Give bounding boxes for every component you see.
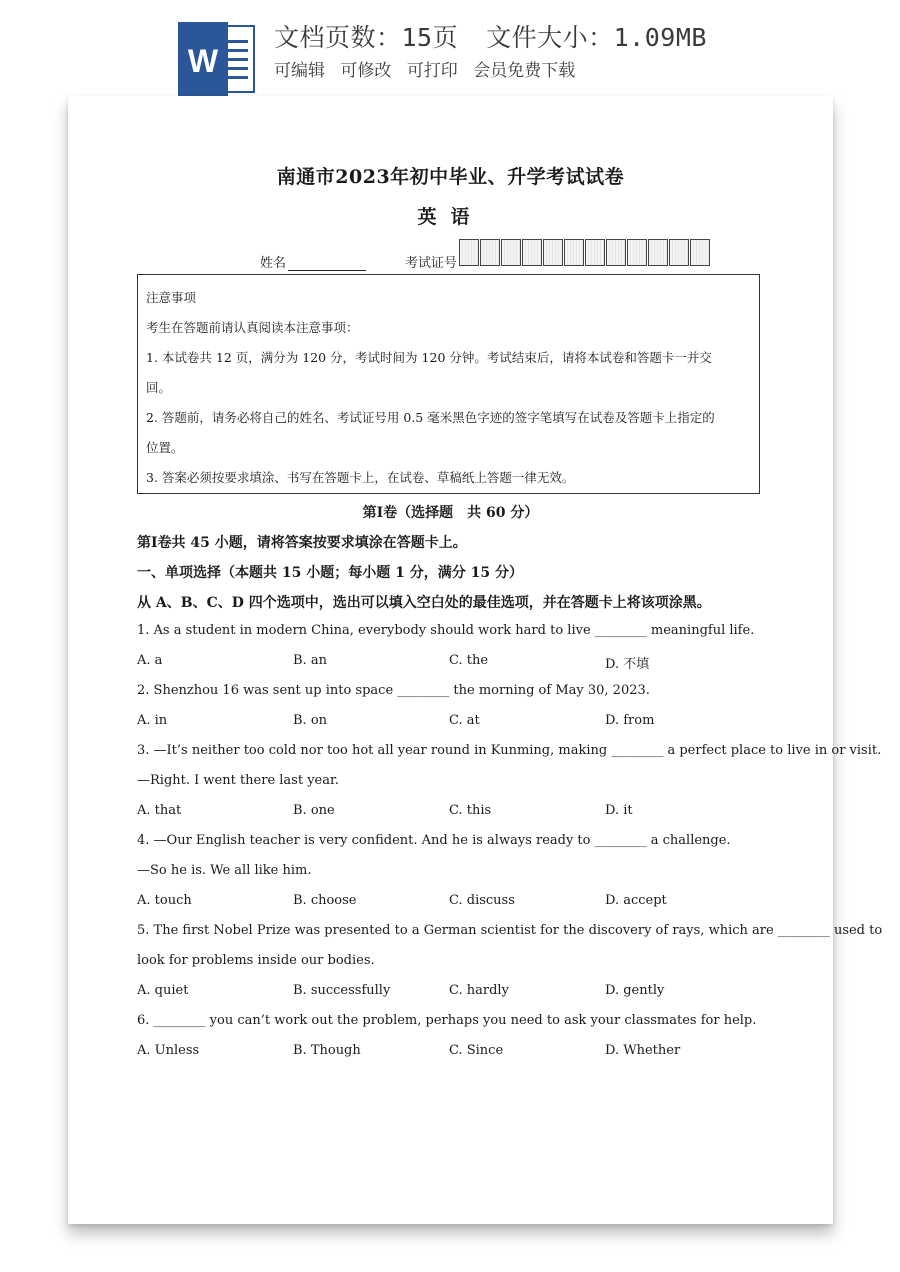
id-box [459, 239, 479, 266]
option-a: A. in [137, 713, 168, 728]
tag-member-download: 会员免费下载 [473, 61, 576, 81]
question-text: —Right. I went there last year. [137, 773, 339, 788]
file-size-text: 文件大小：1.09MB [486, 23, 707, 52]
notice-line: 位置。 [146, 440, 184, 455]
question-text: 3. —It’s neither too cold nor too hot all year round in Kunming, making ________ a perfect place to live in or visit. [137, 743, 882, 758]
option-d: D. it [605, 803, 633, 818]
option-d: D. gently [605, 983, 665, 998]
name-label: 姓名 [260, 256, 287, 271]
id-box [627, 239, 647, 266]
option-c: C. the [449, 653, 489, 668]
option-d: D. accept [605, 893, 667, 908]
option-b: B. on [293, 713, 328, 728]
name-blank [288, 256, 366, 271]
page-count-text: 文档页数：15页 [274, 23, 459, 52]
option-a: A. that [137, 803, 182, 818]
option-c: C. at [449, 713, 480, 728]
option-c: C. hardly [449, 983, 509, 998]
option-c: C. Since [449, 1043, 504, 1058]
question-text: 4. —Our English teacher is very confident. And he is always ready to ________ a challenge. [137, 833, 731, 848]
instruction-line: 第Ⅰ卷共 45 小题，请将答案按要求填涂在答题卡上。 [137, 535, 467, 551]
name-field [260, 252, 366, 271]
exam-id-label: 考试证号 [405, 256, 458, 271]
id-box [669, 239, 689, 266]
option-d: D. from [605, 713, 655, 728]
id-box [501, 239, 521, 266]
document-page [68, 96, 883, 1224]
option-b: B. choose [293, 893, 357, 908]
notice-line: 考生在答题前请认真阅读本注意事项： [146, 320, 359, 335]
option-c: C. this [449, 803, 492, 818]
option-a: A. touch [137, 893, 192, 908]
option-a: A. quiet [137, 983, 189, 998]
notice-box [137, 274, 760, 494]
question-text: 1. As a student in modern China, everybody should work hard to live ________ meaningful life. [137, 623, 755, 638]
option-d: D. Whether [605, 1043, 681, 1058]
option-d: D. 不填 [605, 657, 650, 672]
section-title: 第Ⅰ卷（选择题 共 60 分） [362, 505, 539, 521]
id-box [543, 239, 563, 266]
id-box [480, 239, 500, 266]
svg-text:W: W [187, 43, 219, 79]
question-text: —So he is. We all like him. [137, 863, 312, 878]
id-box [522, 239, 542, 266]
feature-tags [274, 56, 585, 81]
id-box [585, 239, 605, 266]
file-info-line [274, 18, 707, 54]
id-box [690, 239, 710, 266]
tag-printable: 可打印 [406, 61, 458, 81]
exam-title: 南通市2023年初中毕业、升学考试试卷 [276, 166, 625, 188]
option-b: B. successfully [293, 983, 391, 998]
instruction-line: 从 A、B、C、D 四个选项中，选出可以填入空白处的最佳选项，并在答题卡上将该项涂黑。 [137, 595, 711, 611]
id-box [606, 239, 626, 266]
question-text: 5. The first Nobel Prize was presented to a German scientist for the discovery of rays, which are ________ used to [137, 923, 883, 938]
exam-id-boxes [459, 239, 711, 264]
id-box [564, 239, 584, 266]
notice-line: 回。 [146, 380, 172, 395]
tag-editable: 可编辑 [274, 61, 325, 81]
option-c: C. discuss [449, 893, 515, 908]
question-text: look for problems inside our bodies. [137, 953, 375, 968]
notice-heading: 注意事项 [146, 290, 197, 305]
notice-line: 1. 本试卷共 12 页，满分为 120 分，考试时间为 120 分钟。考试结束后，请将本试卷和答题卡一并交 [146, 350, 712, 365]
question-text: 6. ________ you can’t work out the problem, perhaps you need to ask your classmates for help. [137, 1013, 757, 1028]
word-document-icon [178, 22, 258, 96]
id-box [648, 239, 668, 266]
question-text: 2. Shenzhou 16 was sent up into space ________ the morning of May 30, 2023. [137, 683, 650, 698]
option-b: B. Though [293, 1043, 361, 1058]
option-a: A. a [137, 653, 163, 668]
download-banner [0, 0, 900, 100]
option-b: B. one [293, 803, 335, 818]
tag-modifiable: 可修改 [340, 61, 392, 81]
notice-line: 2. 答题前，请务必将自己的姓名、考试证号用 0.5 毫米黑色字迹的签字笔填写在试卷及答题卡上指定的 [146, 410, 715, 425]
exam-subject: 英语 [417, 206, 484, 228]
instruction-line: 一、单项选择（本题共 15 小题；每小题 1 分，满分 15 分） [137, 565, 523, 581]
notice-line: 3. 答案必须按要求填涂、书写在答题卡上，在试卷、草稿纸上答题一律无效。 [146, 470, 575, 485]
option-b: B. an [293, 653, 327, 668]
option-a: A. Unless [137, 1043, 200, 1058]
